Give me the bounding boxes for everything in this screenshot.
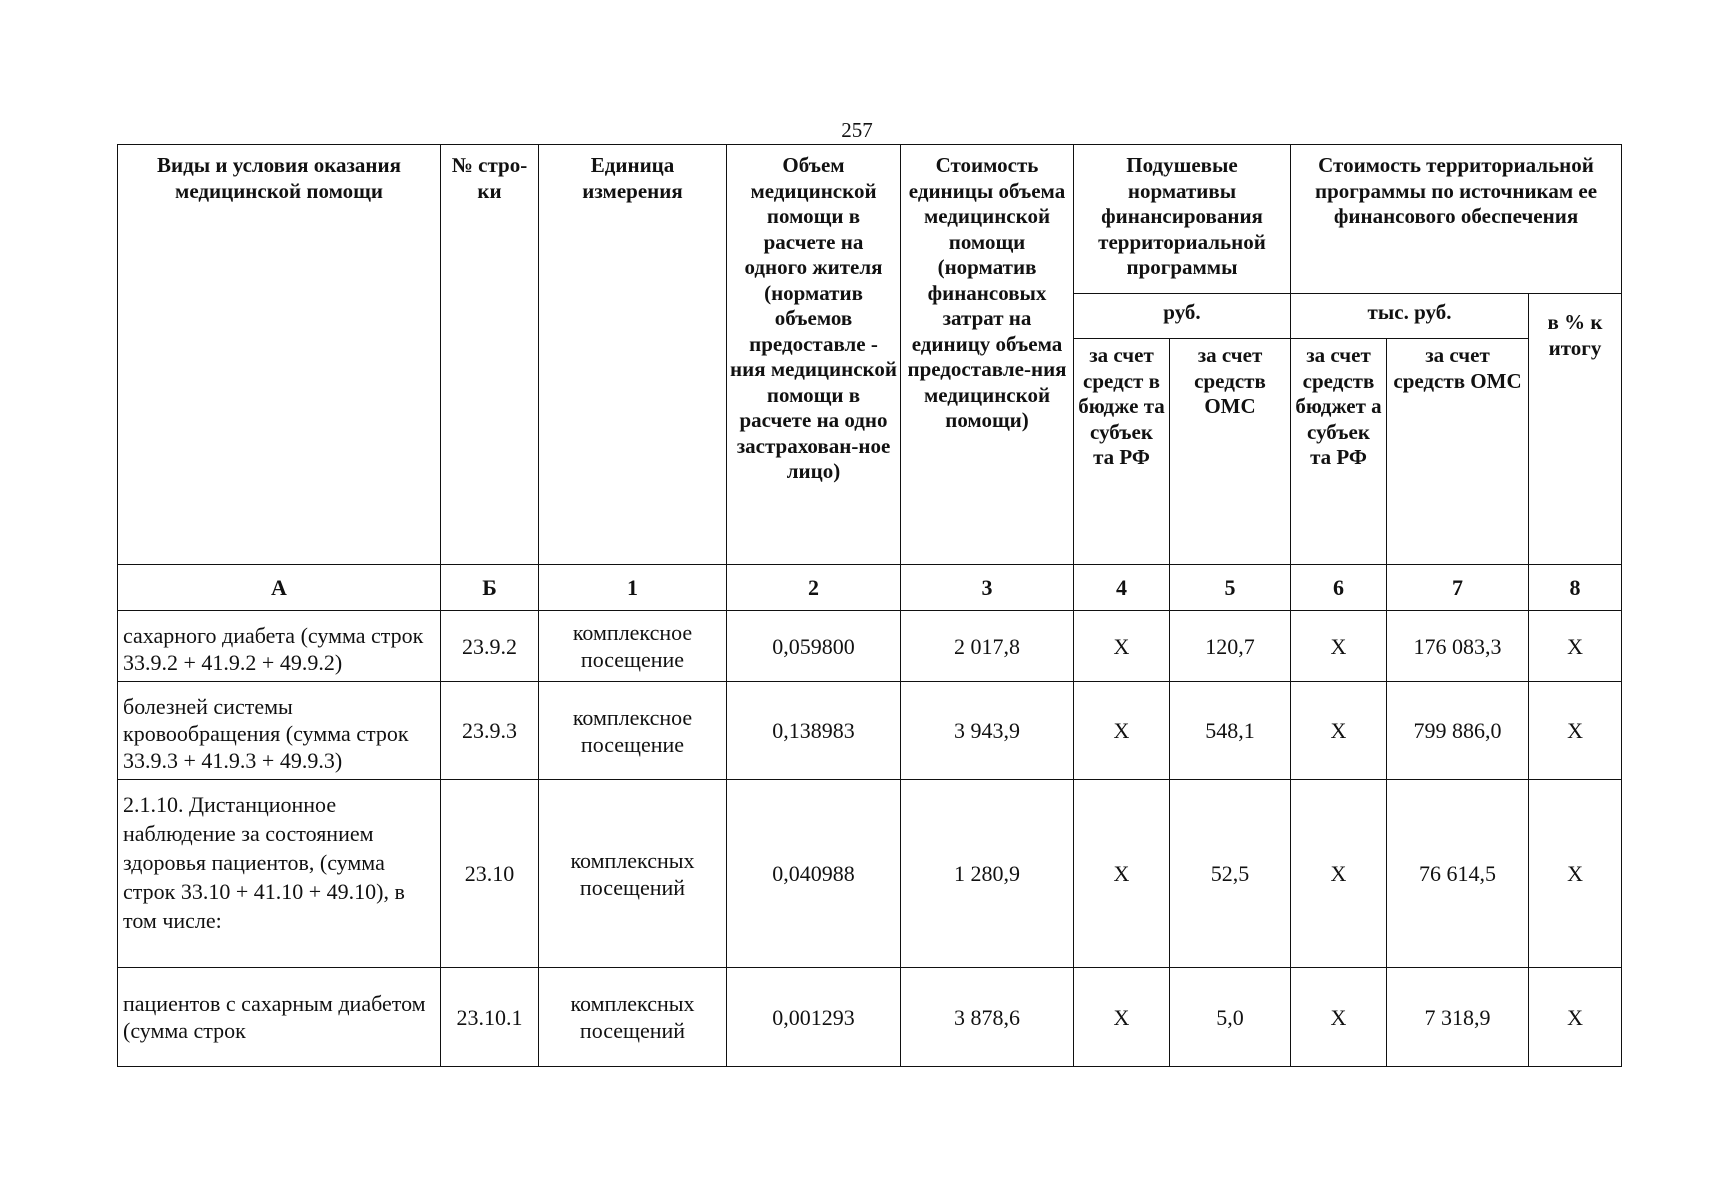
index-cell: 7 xyxy=(1387,565,1529,611)
row-budget-rub: Х xyxy=(1074,611,1170,682)
index-cell: 5 xyxy=(1170,565,1291,611)
index-cell: 8 xyxy=(1529,565,1622,611)
row-budget-rub: Х xyxy=(1074,682,1170,780)
header-percent-of-total: в % к итогу xyxy=(1529,294,1622,565)
row-line-number: 23.10.1 xyxy=(441,968,539,1067)
header-per-capita-group: Подушевые нормативы финансирования территориальной программы xyxy=(1074,145,1291,294)
row-unit: комплексное посещение xyxy=(539,611,727,682)
row-oms-thousand: 76 614,5 xyxy=(1387,780,1529,968)
row-cost: 1 280,9 xyxy=(901,780,1074,968)
row-percent: Х xyxy=(1529,682,1622,780)
header-unit-thousand-rub: тыс. руб. xyxy=(1291,294,1529,339)
header-budget-rub: за счет средст в бюдже та субъек та РФ xyxy=(1074,339,1170,565)
row-volume: 0,001293 xyxy=(727,968,901,1067)
row-budget-thousand: Х xyxy=(1291,780,1387,968)
row-oms-rub: 52,5 xyxy=(1170,780,1291,968)
row-percent: Х xyxy=(1529,611,1622,682)
header-unit: Единица измерения xyxy=(539,145,727,565)
index-cell: 6 xyxy=(1291,565,1387,611)
index-cell: 1 xyxy=(539,565,727,611)
header-care-types: Виды и условия оказания медицинской помощи xyxy=(118,145,441,565)
row-oms-rub: 5,0 xyxy=(1170,968,1291,1067)
index-cell: 4 xyxy=(1074,565,1170,611)
row-budget-rub: Х xyxy=(1074,780,1170,968)
row-volume: 0,138983 xyxy=(727,682,901,780)
row-unit: комплексных посещений xyxy=(539,780,727,968)
header-oms-rub: за счет средств ОМС xyxy=(1170,339,1291,565)
index-cell: Б xyxy=(441,565,539,611)
data-table-wrapper xyxy=(117,144,1622,1067)
index-cell: 2 xyxy=(727,565,901,611)
table-row xyxy=(118,682,1622,780)
row-budget-thousand: Х xyxy=(1291,611,1387,682)
medical-care-table xyxy=(117,144,1622,1067)
row-oms-thousand: 799 886,0 xyxy=(1387,682,1529,780)
row-unit: комплексных посещений xyxy=(539,968,727,1067)
row-label: 2.1.10. Дистанционное наблюдение за состоянием здоровья пациентов, (сумма строк 33.10 + 41.10 + 49.10), в том числе: xyxy=(118,780,441,968)
row-oms-rub: 120,7 xyxy=(1170,611,1291,682)
row-oms-thousand: 176 083,3 xyxy=(1387,611,1529,682)
header-line-number: № стро- ки xyxy=(441,145,539,565)
row-budget-thousand: Х xyxy=(1291,682,1387,780)
row-budget-thousand: Х xyxy=(1291,968,1387,1067)
header-oms-thousand: за счет средств ОМС xyxy=(1387,339,1529,565)
table-row xyxy=(118,968,1622,1067)
header-volume: Объем медицинской помощи в расчете на одного жителя (норматив объемов предоставле - ния медицинской помощи в расчете на одно застрахован-ное лицо) xyxy=(727,145,901,565)
row-percent: Х xyxy=(1529,780,1622,968)
header-unit-cost: Стоимость единицы объема медицинской помощи (норматив финансовых затрат на единицу объема предоставле-ния медицинской помощи) xyxy=(901,145,1074,565)
row-budget-rub: Х xyxy=(1074,968,1170,1067)
table-row xyxy=(118,611,1622,682)
row-cost: 2 017,8 xyxy=(901,611,1074,682)
row-line-number: 23.9.2 xyxy=(441,611,539,682)
index-cell: А xyxy=(118,565,441,611)
header-unit-rub: руб. xyxy=(1074,294,1291,339)
row-percent: Х xyxy=(1529,968,1622,1067)
index-cell: 3 xyxy=(901,565,1074,611)
row-label: болезней системы кровообращения (сумма строк 33.9.3 + 41.9.3 + 49.9.3) xyxy=(118,682,441,780)
table-row xyxy=(118,780,1622,968)
row-line-number: 23.10 xyxy=(441,780,539,968)
row-cost: 3 943,9 xyxy=(901,682,1074,780)
row-volume: 0,040988 xyxy=(727,780,901,968)
row-volume: 0,059800 xyxy=(727,611,901,682)
row-line-number: 23.9.3 xyxy=(441,682,539,780)
row-oms-rub: 548,1 xyxy=(1170,682,1291,780)
header-budget-thousand: за счет средств бюджет а субъек та РФ xyxy=(1291,339,1387,565)
row-label: сахарного диабета (сумма строк 33.9.2 + 41.9.2 + 49.9.2) xyxy=(118,611,441,682)
row-cost: 3 878,6 xyxy=(901,968,1074,1067)
page-number: 257 xyxy=(841,118,873,142)
row-unit: комплексное посещение xyxy=(539,682,727,780)
row-label: пациентов с сахарным диабетом (сумма строк xyxy=(118,968,441,1067)
row-oms-thousand: 7 318,9 xyxy=(1387,968,1529,1067)
header-program-cost-group: Стоимость территориальной программы по источникам ее финансового обеспечения xyxy=(1291,145,1622,294)
